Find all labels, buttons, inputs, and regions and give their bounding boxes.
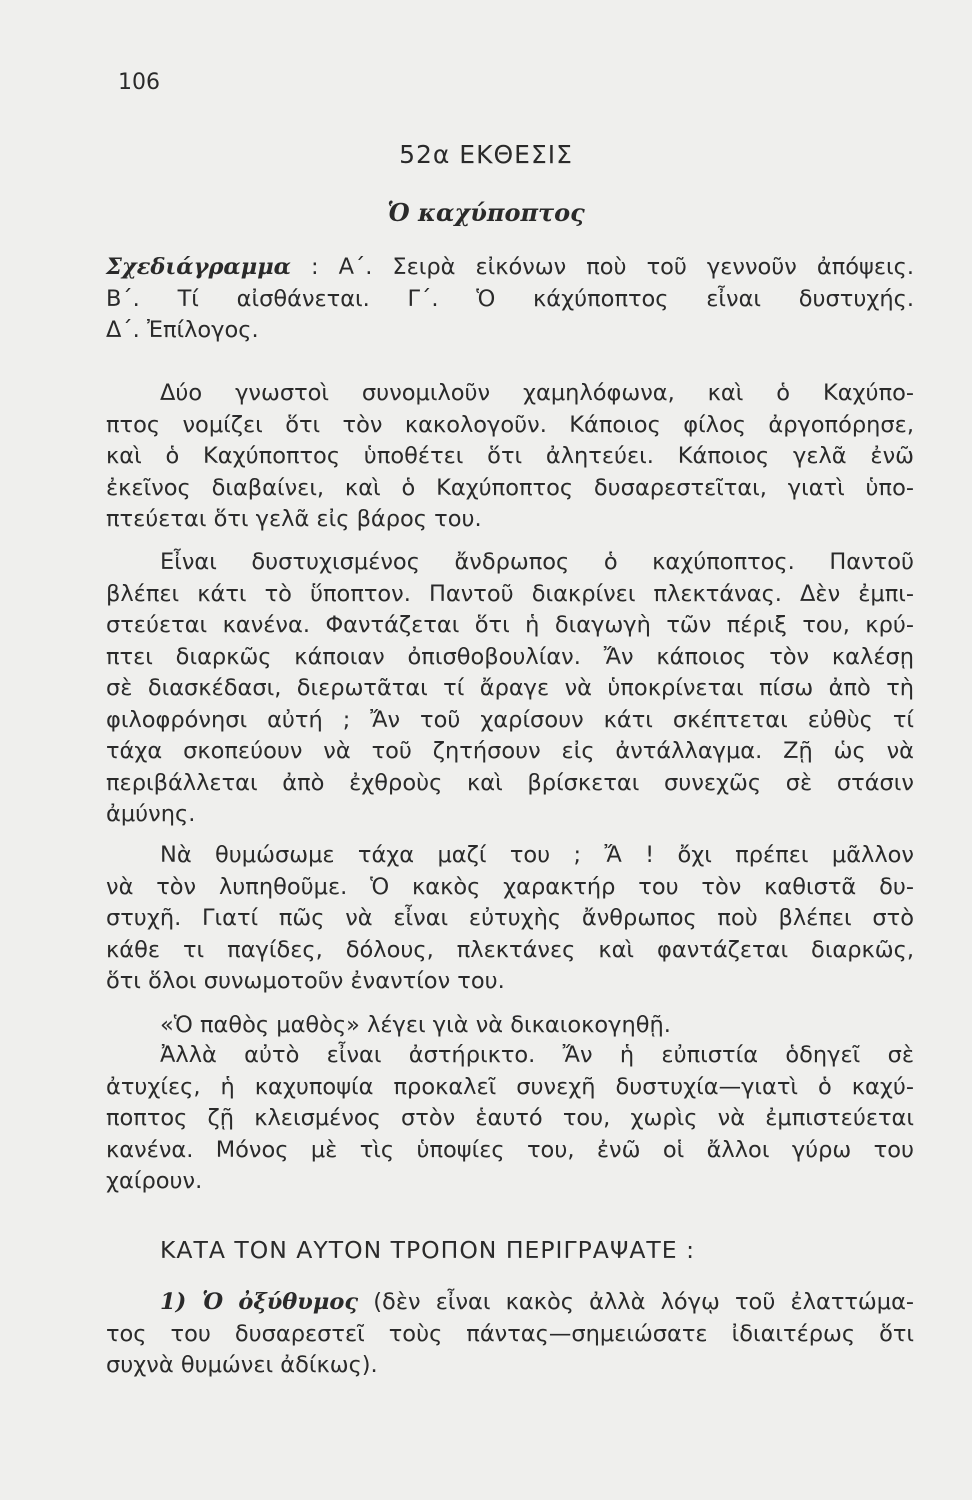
text-line: πτος νομίζει ὅτι τὸν κακολογοῦν. Κάποιος φίλος ἀργοπόρησε, — [106, 411, 914, 438]
text-line: περιβάλλεται ἀπὸ ἐχθροὺς καὶ βρίσκεται συνεχῶς σὲ στάσιν — [106, 769, 914, 796]
text-line: κανένα. Μόνος μὲ τὶς ὑποψίες του, ἐνῶ οἱ ἄλλοι γύρω του — [106, 1136, 914, 1163]
plan-line: Σχεδιάγραμμα : Α΄. Σειρὰ εἰκόνων ποὺ τοῦ γεννοῦν ἀπόψεις. — [106, 254, 914, 280]
exercise-item — [106, 1287, 914, 1382]
paragraph-4 — [106, 1010, 914, 1042]
text-line: ἀμύνης. — [106, 801, 196, 827]
section-heading: 52α ΕΚΘΕΣΙΣ — [399, 140, 573, 169]
text-line: χαίρουν. — [106, 1168, 203, 1194]
text-line — [106, 1287, 914, 1319]
exercise-text: (δὲν εἶναι κακὸς ἀλλὰ λόγῳ τοῦ ἐλαττώμα- — [373, 1289, 915, 1315]
text-line: φιλοφρόνησι αὐτή ; Ἄν τοῦ χαρίσουν κάτι σκέπτεται εὐθὺς τί — [106, 706, 914, 733]
text-line: τάχα σκοπεύουν νὰ τοῦ ζητήσουν εἰς ἀντάλλαγμα. Ζῇ ὡς νὰ — [106, 738, 914, 764]
text-line: ὅτι ὅλοι συνωμοτοῦν ἐναντίον του. — [106, 968, 505, 994]
text-line: πτει διαρκῶς κάποιαν ὀπισθοβουλίαν. Ἄν κάποιος τὸν καλέσῃ — [106, 643, 914, 670]
text-line: πτεύεται ὅτι γελᾶ εἰς βάρος του. — [106, 506, 482, 532]
exercise-term: ὀξύθυμος — [238, 1289, 359, 1315]
text-line: ἐκεῖνος διαβαίνει, καὶ ὁ Καχύποπτος δυσαρεστεῖται, γιατὶ ὑπο- — [106, 474, 914, 501]
text-line: Νὰ θυμώσωμε τάχα μαζί του ; Ἄ ! ὄχι πρέπει μᾶλλον — [160, 842, 914, 868]
paragraph-2 — [106, 547, 914, 831]
text-line: νὰ τὸν λυπηθοῦμε. Ὁ κακὸς χαρακτήρ του τὸν καθιστᾶ δυ- — [106, 873, 914, 900]
plan-line: Δ΄. Ἐπίλογος. — [106, 317, 259, 343]
text-line: στυχῆ. Γιατί πῶς νὰ εἶναι εὐτυχὴς ἄνθρωπος ποὺ βλέπει στὸ — [106, 905, 914, 931]
text-line: ποπτος ζῇ κλεισμένος στὸν ἑαυτό του, χωρὶς νὰ ἐμπιστεύεται — [106, 1105, 914, 1131]
paragraph-3 — [106, 840, 914, 998]
text-line: σὲ διασκέδασι, διερωτᾶται τί ἄραγε νὰ ὑποκρίνεται πίσω ἀπὸ τὴ — [106, 675, 914, 701]
plan-label: Σχεδιάγραμμα — [106, 254, 291, 280]
text-line: τος του δυσαρεστεῖ τοὺς πάντας—σημειώσατε ἰδιαιτέρως ὅτι — [106, 1320, 914, 1347]
plan-line: Β΄. Τί αἰσθάνεται. Γ΄. Ὁ κάχύποπτος εἶναι δυστυχής. — [106, 285, 914, 312]
paragraph-5 — [106, 1040, 914, 1198]
text-line: ἀτυχίες, ἡ καχυποψία προκαλεῖ συνεχῆ δυστυχία—γιατὶ ὁ καχύ- — [106, 1073, 914, 1100]
text-line: βλέπει κάτι τὸ ὕποπτον. Παντοῦ διακρίνει πλεκτάνας. Δὲν ἐμπι- — [106, 580, 914, 607]
plan-outline — [106, 252, 914, 347]
page-number: 106 — [118, 70, 160, 95]
text-line: «Ὁ παθὸς μαθὸς» λέγει γιὰ νὰ δικαιοκογηθῇ. — [160, 1012, 671, 1038]
exercise-number: 1) Ὁ — [160, 1289, 224, 1315]
text-line: Εἶναι δυστυχισμένος ἄνδρωπος ὁ καχύποπτος. Παντοῦ — [160, 549, 914, 575]
essay-title: Ὁ καχύποπτος — [387, 198, 585, 227]
text-line: Δύο γνωστοὶ συνομιλοῦν χαμηλόφωνα, καὶ ὁ Καχύπο- — [160, 380, 914, 406]
paragraph-1 — [106, 378, 914, 536]
text-line: στεύεται κανένα. Φαντάζεται ὅτι ἡ διαγωγὴ τῶν πέριξ του, κρύ- — [106, 612, 914, 638]
text-line: κάθε τι παγίδες, δόλους, πλεκτάνες καὶ φαντάζεται διαρκῶς, — [106, 936, 914, 963]
text-line: συχνὰ θυμώνει ἀδίκως). — [106, 1352, 378, 1378]
text-line: Ἀλλὰ αὐτὸ εἶναι ἀστήρικτο. Ἄν ἡ εὐπιστία ὁδηγεῖ σὲ — [160, 1042, 914, 1068]
text-line: καὶ ὁ Καχύποπτος ὑποθέτει ὅτι ἀλητεύει. Κάποιος γελᾶ ἐνῶ — [106, 443, 914, 469]
exercise-heading: ΚΑΤΑ ΤΟΝ ΑΥΤΟΝ ΤΡΟΠΟΝ ΠΕΡΙΓΡΑΨΑΤΕ : — [160, 1236, 695, 1264]
